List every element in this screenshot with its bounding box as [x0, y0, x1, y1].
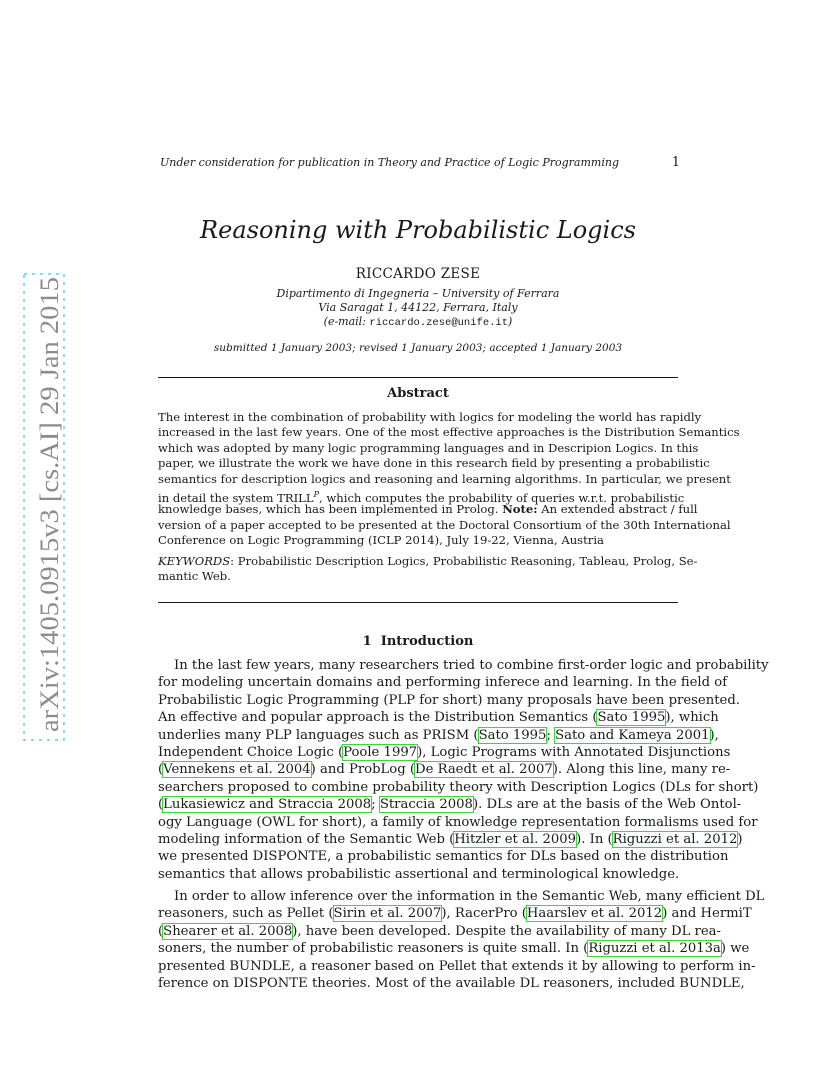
body-text: ( — [158, 923, 164, 939]
abstract-line: paper, we illustrate the work we have done in this research field by presenting a probabilistic — [158, 456, 710, 471]
body-text: soners, the number of probabilistic reasoners is quite small. In ( — [158, 941, 589, 957]
keywords-line-1 — [158, 554, 698, 569]
body-line — [158, 761, 731, 778]
arxiv-stamp-svg — [14, 270, 74, 750]
body-text: Independent Choice Logic ( — [158, 744, 344, 760]
keywords — [158, 554, 698, 585]
keywords-text: : Probabilistic Description Logics, Probabilistic Reasoning, Tableau, Prolog, Se- — [230, 554, 698, 568]
section-title: Introduction — [380, 634, 474, 649]
body-line: In order to allow inference over the information in the Semantic Web, many efficient DL — [174, 889, 765, 904]
body-line — [158, 727, 719, 744]
body-text: ; — [371, 797, 380, 813]
affiliation-line-1: Dipartimento di Ingegneria – University of Ferrara — [276, 287, 560, 300]
body-text: ), RacerPro ( — [441, 906, 527, 922]
intro-paragraph-2 — [158, 888, 765, 992]
intro-paragraph-1 — [158, 657, 769, 883]
citation-link[interactable]: Riguzzi et al. 2013a — [588, 941, 721, 957]
abstract-line: The interest in the combination of probability with logics for modeling the world has rapidly — [158, 410, 702, 424]
body-text: ). In ( — [576, 831, 613, 847]
body-line: In the last few years, many researchers tried to combine first-order logic and probability — [174, 658, 769, 673]
body-line: we presented DISPONTE, a probabilistic semantics for DLs based on the distribution — [158, 849, 729, 865]
abstract-bottom-rule — [158, 602, 678, 603]
arxiv-stamp — [14, 270, 74, 750]
citation-link[interactable]: Riguzzi et al. 2012 — [612, 831, 738, 847]
citation-link[interactable]: Sato 1995 — [478, 727, 547, 743]
body-line — [158, 905, 752, 922]
body-text: ). Along this line, many re- — [552, 762, 731, 778]
body-line — [158, 709, 719, 726]
body-text: reasoners, such as Pellet ( — [158, 906, 334, 922]
citation-link[interactable]: De Raedt et al. 2007 — [415, 762, 553, 778]
abstract-line-note — [158, 502, 698, 517]
abstract-text: An extended abstract / full — [537, 502, 698, 517]
abstract-text: in detail the system TRILL — [158, 490, 314, 505]
affiliation-line-2: Via Saragat 1, 44122, Ferrara, Italy — [318, 301, 518, 314]
note-label: Note: — [502, 502, 538, 517]
body-text: ) we — [720, 941, 750, 957]
abstract-line: version of a paper accepted to be presented at the Doctoral Consortium of the 30th International — [158, 517, 731, 532]
body-line — [158, 923, 721, 940]
body-line: ference on DISPONTE theories. Most of the available DL reasoners, included BUNDLE, — [158, 975, 745, 991]
section-heading — [158, 634, 678, 649]
body-text: ), have been developed. Despite the availability of many DL rea- — [292, 923, 721, 939]
email-address[interactable]: riccardo.zese@unife.it — [369, 317, 509, 329]
body-line: semantics that allows probabilistic assertional and terminological knowledge. — [158, 866, 680, 882]
body-text: ), which — [665, 710, 719, 726]
body-line: searchers proposed to combine probability theory with Description Logics (DLs for short) — [158, 779, 759, 795]
body-text: ) — [737, 831, 743, 847]
body-text: ), Logic Programs with Annotated Disjunctions — [417, 744, 731, 760]
body-text: ), — [709, 727, 719, 743]
citation-link[interactable]: Lukasiewicz and Straccia 2008 — [163, 797, 372, 813]
citation-link[interactable]: Poole 1997 — [343, 744, 418, 760]
abstract-top-rule — [158, 377, 678, 378]
body-text: ; — [546, 727, 556, 743]
body-line: for modeling uncertain domains and performing inferece and learning. In the field of — [158, 675, 728, 691]
citation-link[interactable]: Sato and Kameya 2001 — [555, 727, 710, 743]
citation-link[interactable]: Haarslev et al. 2012 — [526, 906, 663, 922]
body-line: presented BUNDLE, a reasoner based on Pellet that extends it by allowing to perform in- — [158, 958, 756, 974]
abstract-text: , which computes the probability of queries w.r.t. probabilistic — [318, 490, 685, 505]
citation-link[interactable]: Shearer et al. 2008 — [163, 923, 293, 939]
submission-dates: submitted 1 January 2003; revised 1 January 2003; accepted 1 January 2003 — [213, 342, 623, 354]
body-line: ogy Language (OWL for short), a family of knowledge representation formalisms used for — [158, 814, 758, 830]
citation-link[interactable]: Hitzler et al. 2009 — [454, 831, 577, 847]
body-text: ( — [158, 762, 164, 778]
body-text: ) and HermiT — [662, 906, 752, 922]
affiliation-email-line — [158, 315, 678, 329]
citation-link[interactable]: Straccia 2008 — [379, 797, 473, 813]
body-text: modeling information of the Semantic Web ( — [158, 831, 455, 847]
body-text: ( — [158, 797, 164, 813]
keywords-label: KEYWORDS — [158, 554, 231, 568]
page-number: 1 — [671, 155, 680, 170]
abstract-line: which was adopted by many logic programming languages and in Descripion Logics. In this — [158, 440, 699, 455]
body-text: An effective and popular approach is the Distribution Semantics ( — [158, 710, 598, 726]
body-line — [158, 940, 750, 957]
body-line — [158, 744, 731, 761]
email-suffix: ) — [508, 315, 513, 328]
citation-link[interactable]: Vennekens et al. 2004 — [163, 762, 311, 778]
paper-title: Reasoning with Probabilistic Logics — [200, 216, 636, 244]
abstract-line: semantics for description logics and reasoning and learning algorithms. In particular, we present — [158, 471, 731, 486]
abstract-line: increased in the last few years. One of the most effective approaches is the Distribution Semantics — [158, 425, 740, 440]
author-name: RICCARDO ZESE — [355, 266, 481, 282]
trill-superscript: P — [313, 489, 319, 499]
abstract-text: knowledge bases, which has been implemented in Prolog. — [158, 502, 503, 517]
body-text: ). DLs are at the basis of the Web Ontol- — [472, 797, 742, 813]
citation-link[interactable]: Sato 1995 — [597, 710, 666, 726]
body-text: ) and ProbLog ( — [310, 762, 416, 778]
running-head: Under consideration for publication in Theory and Practice of Logic Programming — [160, 156, 619, 169]
body-line — [158, 831, 743, 848]
keywords-line-2: mantic Web. — [158, 569, 231, 584]
body-line: Probabilistic Logic Programming (PLP for short) many proposals have been presented. — [158, 692, 740, 708]
arxiv-id-text: arXiv:1405.0915v3 [cs.AI] 29 Jan 2015 — [35, 317, 64, 732]
abstract-body — [158, 410, 740, 549]
email-prefix: (e-mail: — [323, 315, 370, 328]
body-text: underlies many PLP languages such as PRISM ( — [158, 727, 479, 743]
body-line — [158, 796, 742, 813]
citation-link[interactable]: Sirin et al. 2007 — [333, 906, 442, 922]
abstract-line: Conference on Logic Programming (ICLP 2014), July 19-22, Vienna, Austria — [158, 533, 604, 548]
section-number: 1 — [362, 634, 372, 649]
abstract-line-trill — [158, 487, 685, 505]
abstract-heading: Abstract — [387, 386, 449, 401]
